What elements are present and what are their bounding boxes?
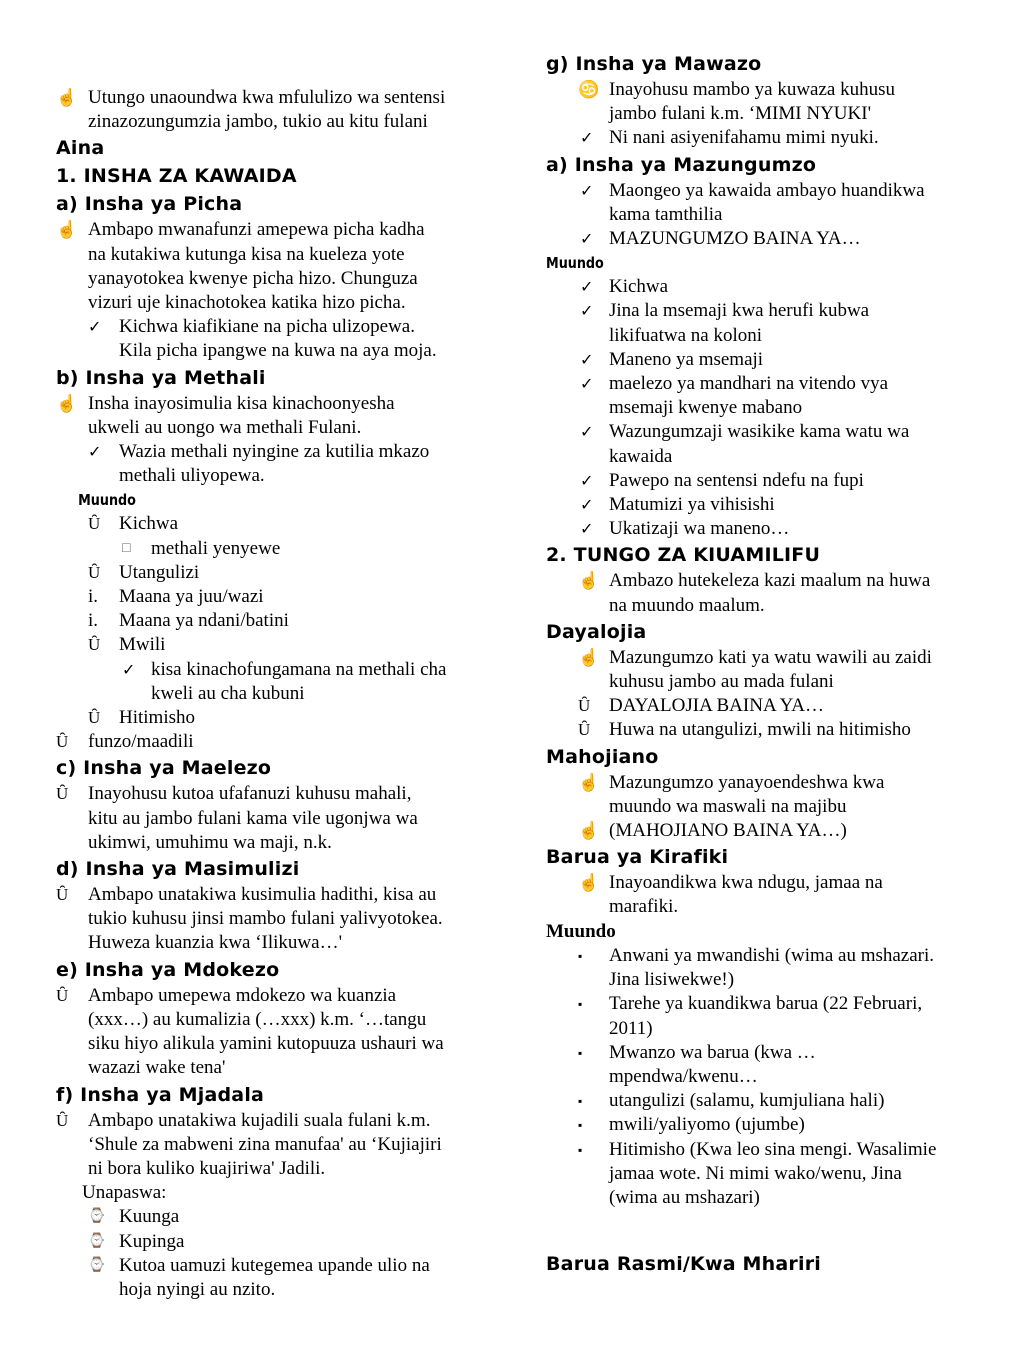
- arrow-icon: Ȗ: [88, 562, 101, 582]
- check-icon: ✓: [580, 495, 594, 515]
- square-bullet-icon: ▪: [578, 1118, 583, 1133]
- muundo-item: ✓ Maneno ya msemaji: [546, 348, 986, 372]
- insha-mazungumzo-heading: a) Insha ya Mazungumzo: [546, 153, 817, 176]
- barua-rasmi-heading: Barua Rasmi/Kwa Mhariri: [546, 1253, 821, 1276]
- mazungumzo-check-item: ✓ Maongeo ya kawaida ambayo huandikwa kama tamthilia: [580, 179, 925, 225]
- masimulizi-description: Ȗ Ambapo unatakiwa kusimulia hadithi, kisa au tukio kuhusu jinsi mambo fulani yalivyotokea. Huweza kuanzia kwa ‘Ilikuwa…': [56, 884, 443, 954]
- muundo-item: ✓ Jina la msemaji kwa herufi kubwa likifuatwa na koloni: [580, 300, 870, 346]
- mjadala-kutoa: ⌚ Kutoa uamuzi kutegemea upande ulio na hoja nyingi au nzito.: [88, 1254, 430, 1300]
- muundo-item: ✓ Kichwa: [546, 275, 986, 299]
- square-bullet-icon: ▪: [578, 1045, 583, 1060]
- hand-icon: ☝: [578, 873, 600, 893]
- arrow-icon: Ȗ: [56, 732, 69, 752]
- kirafiki-muundo-item: ▪ utangulizi (salamu, kumjuliana hali): [546, 1089, 986, 1113]
- square-bullet-icon: ▪: [578, 1094, 583, 1109]
- methali-description: ☝ Insha inayosimulia kisa kinachoonyesha ukweli au uongo wa methali Fulani.: [56, 392, 395, 438]
- check-icon: ✓: [580, 277, 594, 297]
- picha-description: ☝ Ambapo mwanafunzi amepewa picha kadha na kutakiwa kutunga kisa na kueleza yote yanayotokea kwenye picha hizo. Chunguza vizuri uje kinachotokea katika hizo picha.: [56, 219, 425, 314]
- arrow-icon: Ȗ: [56, 1110, 69, 1130]
- insha-masimulizi-heading: d) Insha ya Masimulizi: [56, 858, 300, 881]
- arrow-icon: Ȗ: [56, 784, 69, 804]
- mjadala-unapaswa: Unapaswa:: [82, 1182, 167, 1204]
- leo-icon: ♋: [578, 80, 600, 99]
- methali-check-item: ✓ Wazia methali nyingine za kutilia mkazo methali uliyopewa.: [88, 441, 430, 487]
- check-icon: ✓: [580, 128, 594, 148]
- insha-maelezo-heading: c) Insha ya Maelezo: [56, 757, 272, 780]
- insha-kawaida-heading: 1. INSHA ZA KAWAIDA: [56, 165, 297, 188]
- hand-icon: ☝: [56, 220, 78, 240]
- mdokezo-description: Ȗ Ambapo umepewa mdokezo wa kuanzia (xxx…) au kumalizia (…xxx) k.m. ‘…tangu siku hiyo alikula yamini kutopuuza ushauri wa wazazi wake tena': [56, 984, 444, 1079]
- hand-icon: ☝: [578, 647, 600, 667]
- dayalojia-description: ☝ Mazungumzo kati ya watu wawili au zaidi kuhusu jambo au mada fulani: [578, 646, 932, 693]
- hand-icon: ☝: [56, 88, 78, 107]
- muundo-item: ✓ Wazungumzaji wasikike kama watu wa kawaida: [580, 421, 910, 467]
- right-column: [546, 50, 986, 1278]
- tungo-kiuamilifu-heading: 2. TUNGO ZA KIUAMILIFU: [546, 544, 821, 567]
- mjadala-description: Ȗ Ambapo unatakiwa kujadili suala fulani k.m. ‘Shule za mabweni zina manufaa' au ‘Kujiajiri ni bora kuliko kuajiriwa' Jadili.: [56, 1109, 442, 1179]
- tungo-description: ☝ Ambazo hutekeleza kazi maalum na huwa na muundo maalum.: [578, 570, 931, 616]
- muundo-funzo: Ȗ funzo/maadili: [56, 730, 496, 754]
- insha-mjadala-heading: f) Insha ya Mjadala: [56, 1083, 265, 1106]
- muundo-methali-yenyewe: □ methali yenyewe: [56, 537, 496, 561]
- check-icon: ✓: [580, 349, 594, 369]
- square-bullet-icon: ▪: [578, 948, 583, 963]
- barua-kirafiki-heading: Barua ya Kirafiki: [546, 846, 729, 869]
- arrow-icon: Ȗ: [56, 985, 69, 1005]
- dayalojia-huwa: Ȗ Huwa na utangulizi, mwili na hitimisho: [546, 718, 986, 742]
- mjadala-kuunga: ⌚ Kuunga: [56, 1205, 496, 1229]
- insha-methali-heading: b) Insha ya Methali: [56, 366, 266, 389]
- kirafiki-muundo-item: ▪ mwili/yaliyomo (ujumbe): [546, 1113, 986, 1137]
- kirafiki-muundo-item: ▪ Anwani ya mwandishi (wima au mshazari. Jina lisiwekwe!): [578, 944, 935, 991]
- mawazo-description: ♋ Inayohusu mambo ya kuwaza kuhusu jambo fulani k.m. ‘MIMI NYUKI': [578, 79, 895, 125]
- check-icon: ✓: [88, 442, 102, 462]
- check-icon: ✓: [580, 180, 594, 200]
- arrow-icon: Ȗ: [88, 708, 101, 728]
- box-icon: □: [122, 540, 131, 556]
- muundo-maana-juu: i. Maana ya juu/wazi: [88, 586, 264, 608]
- muundo-item: ✓ maelezo ya mandhari na vitendo vya msemaji kwenye mabano: [580, 373, 889, 419]
- dayalojia-baina: Ȗ DAYALOJIA BAINA YA…: [546, 694, 986, 718]
- arrow-icon: Ȗ: [578, 696, 591, 716]
- hand-icon: ☝: [578, 821, 600, 841]
- muundo-mwili: Ȗ Mwili: [56, 633, 496, 657]
- arrow-icon: Ȗ: [56, 885, 69, 905]
- clock-icon: ⌚: [88, 1233, 106, 1249]
- check-icon: ✓: [580, 374, 594, 394]
- muundo-maana-ndani: i. Maana ya ndani/batini: [88, 610, 289, 632]
- check-icon: ✓: [580, 229, 594, 249]
- kirafiki-description: ☝ Inayoandikwa kwa ndugu, jamaa na marafiki.: [578, 872, 883, 918]
- intro-item: ☝ Utungo unaoundwa kwa mfululizo wa sentensi zinazozungumzia jambo, tukio au kitu fulani: [56, 87, 446, 133]
- check-icon: ✓: [580, 422, 594, 442]
- mazungumzo-check-item: ✓ MAZUNGUMZO BAINA YA…: [546, 227, 986, 251]
- picha-check-item: ✓ Kichwa kiafikiane na picha ulizopewa. Kila picha ipangwe na kuwa na aya moja.: [88, 316, 437, 362]
- square-bullet-icon: ▪: [578, 1142, 583, 1157]
- methali-muundo-heading: Muundo: [78, 491, 136, 510]
- muundo-kichwa: Ȗ Kichwa: [56, 512, 496, 536]
- mahojiano-description: ☝ Mazungumzo yanayoendeshwa kwa muundo wa maswali na majibu: [578, 771, 885, 817]
- muundo-hitimisho: Ȗ Hitimisho: [56, 706, 496, 730]
- hand-icon: ☝: [56, 393, 78, 413]
- kirafiki-muundo-item: ▪ Mwanzo wa barua (kwa … mpendwa/kwenu…: [578, 1041, 816, 1087]
- kirafiki-muundo-item: ▪ Tarehe ya kuandikwa barua (22 Februari, 2011): [578, 993, 923, 1039]
- muundo-item: ✓ Pawepo na sentensi ndefu na fupi: [546, 469, 986, 493]
- left-column: [56, 50, 496, 1302]
- maelezo-description: Ȗ Inayohusu kutoa ufafanuzi kuhusu mahali, kitu au jambo fulani kama vile ugonjwa wa ukimwi, umuhimu wa maji, n.k.: [56, 783, 418, 853]
- check-icon: ✓: [580, 301, 594, 321]
- clock-icon: ⌚: [88, 1257, 106, 1273]
- arrow-icon: Ȗ: [578, 720, 591, 740]
- check-icon: ✓: [580, 519, 594, 539]
- insha-mdokezo-heading: e) Insha ya Mdokezo: [56, 958, 280, 981]
- arrow-icon: Ȗ: [88, 635, 101, 655]
- muundo-utangulizi: Ȗ Utangulizi: [56, 561, 496, 585]
- clock-icon: ⌚: [88, 1209, 106, 1225]
- arrow-icon: Ȗ: [88, 514, 101, 534]
- mazungumzo-muundo-heading: Muundo: [546, 254, 604, 273]
- aina-heading: Aina: [56, 137, 105, 160]
- check-icon: ✓: [580, 470, 594, 490]
- hand-icon: ☝: [578, 772, 600, 792]
- kirafiki-muundo-item: ▪ Hitimisho (Kwa leo sina mengi. Wasalimie jamaa wote. Ni mimi wako/wenu, Jina (wima au mshazari): [578, 1138, 937, 1208]
- muundo-item: ✓ Ukatizaji wa maneno…: [546, 517, 986, 541]
- mahojiano-baina: ☝ (MAHOJIANO BAINA YA…): [546, 819, 986, 843]
- mjadala-kupinga: ⌚ Kupinga: [56, 1230, 496, 1254]
- muundo-item: ✓ Matumizi ya vihisishi: [546, 493, 986, 517]
- dayalojia-heading: Dayalojia: [546, 620, 647, 643]
- insha-picha-heading: a) Insha ya Picha: [56, 193, 243, 216]
- check-icon: ✓: [88, 317, 102, 337]
- kirafiki-muundo-heading: Muundo: [546, 920, 616, 942]
- square-bullet-icon: ▪: [578, 997, 583, 1012]
- hand-icon: ☝: [578, 571, 600, 591]
- mawazo-check-item: ✓ Ni nani asiyenifahamu mimi nyuki.: [546, 126, 986, 150]
- insha-mawazo-heading: g) Insha ya Mawazo: [546, 53, 762, 75]
- mahojiano-heading: Mahojiano: [546, 745, 659, 768]
- muundo-kisa: ✓ kisa kinachofungamana na methali cha kweli au cha kubuni: [122, 658, 447, 704]
- check-icon: ✓: [122, 659, 136, 679]
